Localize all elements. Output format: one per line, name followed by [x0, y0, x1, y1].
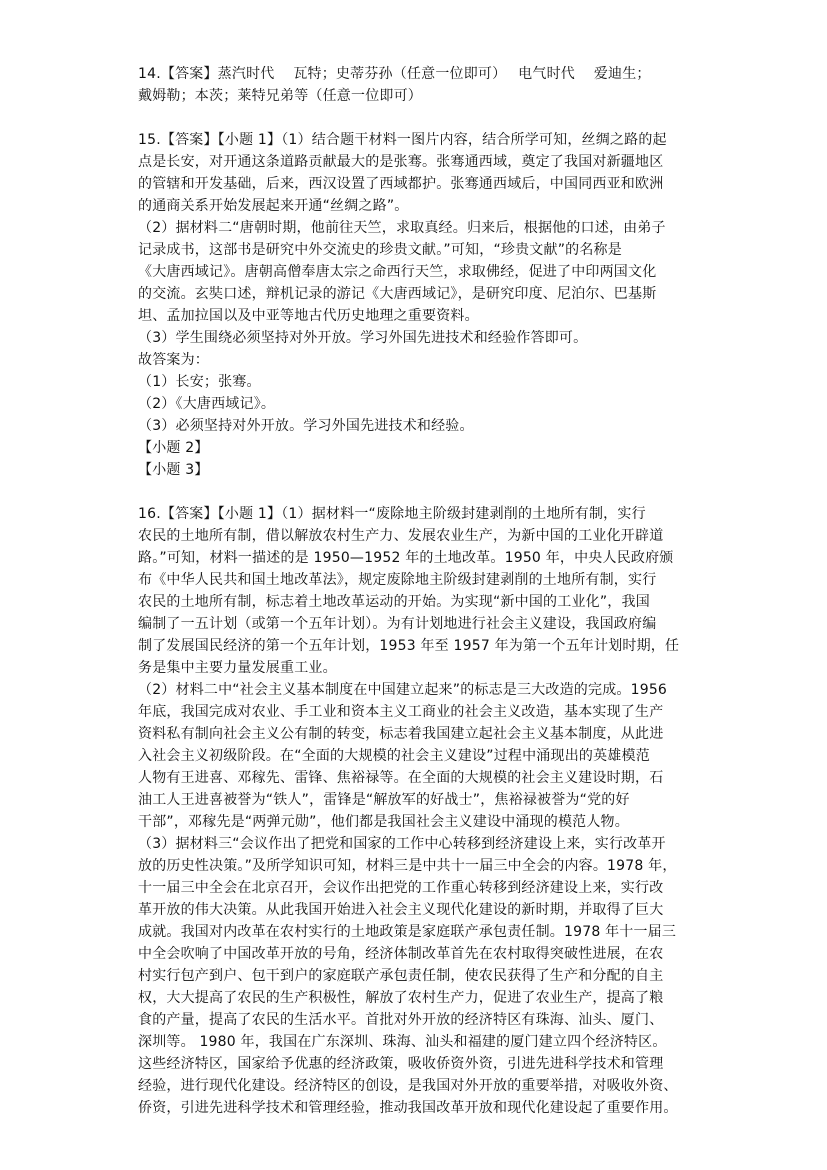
q15-line-4: 的通商关系开始发展起来开通“丝绸之路”。: [138, 198, 409, 214]
q16-line-13: 人物有王进喜、邓稼先、雷锋、焦裕禄等。在全面的大规模的社会主义建设时期，石: [138, 770, 664, 786]
q15-line-9: 坦、孟加拉国以及中亚等地古代历史地理之重要资料。: [138, 308, 479, 324]
q16-line-25: 深圳等。 1980 年，我国在广东深圳、珠海、汕头和福建的厦门建立四个经济特区。: [138, 1034, 667, 1050]
q16-line-8: 务是集中主要力量发展重工业。: [138, 660, 337, 676]
q15-line-6: 记录成书，这部书是研究中外交流史的珍贵文献。”可知，“珍贵文献”的名称是: [138, 242, 622, 258]
q14-line-2: 戴姆勒；本茨；莱特兄弟等（任意一位即可）: [138, 88, 422, 104]
q16-line-24: 食的产量，提高了农民的生活水平。首批对外开放的经济特区有珠海、汕头、厦门、: [138, 1012, 664, 1028]
q16-line-11: 资料私有制向社会主义公有制的转变，标志着我国建立起社会主义基本制度，从此进: [138, 726, 664, 742]
q15-line-14: （3）必须坚持对外开放。学习外国先进技术和经验。: [138, 418, 474, 434]
q15-line-2: 点是长安，对开通这条道路贡献最大的是张骞。张骞通西域，奠定了我国对新疆地区: [138, 154, 664, 170]
q16-line-9: （2）材料二中“社会主义基本制度在中国建立起来”的标志是三大改造的完成。1956: [138, 682, 668, 698]
q16-line-5: 农民的土地所有制，标志着土地改革运动的开始。为实现“新中国的工业化”，我国: [138, 594, 650, 610]
q15-line-12: （1）长安；张骞。: [138, 374, 261, 390]
q16-line-14: 油工人王进喜被誉为“铁人”，雷锋是“解放军的好战士”，焦裕禄被誉为“党的好: [138, 792, 630, 808]
q16-line-19: 革开放的伟大决策。从此我国开始进入社会主义现代化建设的新时期，并取得了巨大: [138, 902, 664, 918]
q15-line-13: （2）《大唐西域记》。: [138, 396, 276, 412]
q16-line-4: 布《中华人民共和国土地改革法》，规定废除地主阶级封建剥削的土地所有制，实行: [138, 572, 657, 588]
q15-line-8: 的交流。玄奘口述，辩机记录的游记《大唐西域记》，是研究印度、尼泊尔、巴基斯: [138, 286, 657, 302]
q16-line-12: 入社会主义初级阶段。在“全面的大规模的社会主义建设”过程中涌现出的英雄模范: [138, 748, 650, 764]
q16-line-18: 十一届三中全会在北京召开，会议作出把党的工作重心转移到经济建设上来，实行改: [138, 880, 664, 896]
q16-line-7: 制了发展国民经济的第一个五年计划，1953 年至 1957 年为第一个五年计划时期，任: [138, 638, 680, 654]
q15-line-10: （3）学生围绕必须坚持对外开放。学习外国先进技术和经验作答即可。: [138, 330, 588, 346]
q16-line-22: 村实行包产到户、包干到户的家庭联产承包责任制，使农民获得了生产和分配的自主: [138, 968, 664, 984]
q15-line-11: 故答案为：: [138, 352, 209, 368]
q16-line-1: 16.【答案】【小题 1】（1）据材料一“废除地主阶级封建剥削的土地所有制，实行: [138, 506, 646, 522]
q15-line-16: 【小题 3】: [138, 462, 209, 478]
q15-line-3: 的管辖和开发基础，后来，西汉设置了西域都护。张骞通西域后，中国同西亚和欧洲: [138, 176, 664, 192]
q16-line-21: 中全会吹响了中国改革开放的号角，经济体制改革首先在农村取得突破性进展，在农: [138, 946, 664, 962]
q16-line-16: （3）据材料三“会议作出了把党和国家的工作中心转移到经济建设上来，实行改革开: [138, 836, 666, 852]
q15-line-7: 《大唐西域记》。唐朝高僧奉唐太宗之命西行天竺，求取佛经，促进了中印两国文化: [138, 264, 657, 280]
q14-line-1: 14.【答案】蒸汽时代 瓦特；史蒂芬孙（任意一位即可） 电气时代 爱迪生；: [138, 66, 651, 82]
q16-line-3: 路。”可知，材料一描述的是 1950—1952 年的土地改革。1950 年，中央人民政府颁: [138, 550, 674, 566]
q16-line-2: 农民的土地所有制，借以解放农村生产力、发展农业生产，为新中国的工业化开辟道: [138, 528, 664, 544]
q16-line-28: 侨资，引进先进科学技术和管理经验，推动我国改革开放和现代化建设起了重要作用。: [138, 1100, 678, 1116]
q16-line-27: 经验，进行现代化建设。经济特区的创设，是我国对外开放的重要举措，对吸收外资、: [138, 1078, 678, 1094]
q16-line-20: 成就。我国对内改革在农村实行的土地政策是家庭联产承包责任制。1978 年十一届三: [138, 924, 677, 940]
q16-line-26: 这些经济特区，国家给予优惠的经济政策，吸收侨资外资，引进先进科学技术和管理: [138, 1056, 664, 1072]
q16-line-23: 权，大大提高了农民的生产积极性，解放了农村生产力，促进了农业生产，提高了粮: [138, 990, 664, 1006]
q16-line-17: 放的历史性决策。”及所学知识可知，材料三是中共十一届三中全会的内容。1978 年，: [138, 858, 677, 874]
q15-line-15: 【小题 2】: [138, 440, 209, 456]
q15-line-1: 15.【答案】【小题 1】（1）结合题干材料一图片内容，结合所学可知，丝绸之路的起: [138, 132, 667, 148]
q16-line-6: 编制了一五计划（或第一个五年计划）。为有计划地进行社会主义建设，我国政府编: [138, 616, 657, 632]
q16-line-15: 干部”，邓稼先是“两弹元勋”，他们都是我国社会主义建设中涌现的模范人物。: [138, 814, 629, 830]
q15-line-5: （2）据材料二“唐朝时期，他前往天竺，求取真经。归来后，根据他的口述，由弟子: [138, 220, 666, 236]
q16-line-10: 年底，我国完成对农业、手工业和资本主义工商业的社会主义改造，基本实现了生产: [138, 704, 664, 720]
